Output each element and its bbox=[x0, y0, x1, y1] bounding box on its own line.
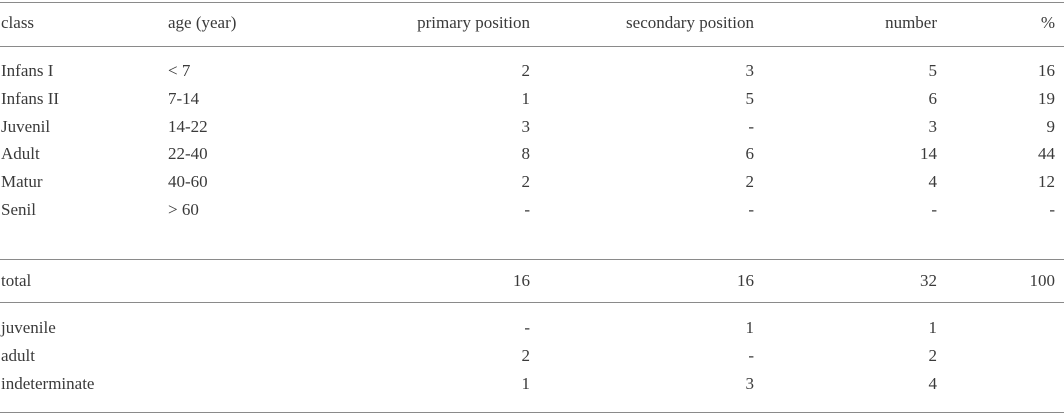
header-class: class bbox=[1, 13, 35, 32]
table-row bbox=[0, 372, 1064, 396]
table-row bbox=[0, 344, 1064, 368]
cell-secondary: 2 bbox=[745, 172, 754, 191]
cell-age: 22-40 bbox=[168, 144, 208, 163]
cell-secondary: 1 bbox=[745, 318, 754, 337]
cell-secondary: 16 bbox=[737, 271, 754, 290]
cell-class: indeterminate bbox=[1, 374, 95, 393]
table-row bbox=[0, 170, 1064, 194]
total-rule bbox=[0, 302, 1064, 303]
cell-primary: - bbox=[524, 200, 530, 219]
cell-primary: - bbox=[524, 318, 530, 337]
cell-primary: 8 bbox=[521, 144, 530, 163]
cell-primary: 2 bbox=[521, 172, 530, 191]
cell-number: 4 bbox=[928, 374, 937, 393]
cell-age: 7-14 bbox=[168, 89, 200, 108]
cell-number: 2 bbox=[928, 346, 937, 365]
cell-secondary: 3 bbox=[745, 374, 754, 393]
cell-percent: 9 bbox=[1046, 117, 1055, 136]
cell-class: Juvenil bbox=[1, 117, 51, 136]
cell-class: Infans II bbox=[1, 89, 60, 108]
header-age: age (year) bbox=[168, 13, 237, 32]
cell-number: 6 bbox=[928, 89, 937, 108]
cell-class: Senil bbox=[1, 200, 36, 219]
cell-primary: 16 bbox=[513, 271, 530, 290]
cell-percent: 19 bbox=[1038, 89, 1055, 108]
cell-secondary: - bbox=[748, 117, 754, 136]
cell-percent: 44 bbox=[1038, 144, 1055, 163]
cell-secondary: - bbox=[748, 346, 754, 365]
cell-secondary: 3 bbox=[745, 61, 754, 80]
bottom-rule bbox=[0, 412, 1064, 413]
cell-secondary: - bbox=[748, 200, 754, 219]
cell-age: > 60 bbox=[168, 200, 199, 219]
header-percent: % bbox=[1040, 13, 1055, 32]
header-number: number bbox=[885, 13, 937, 32]
cell-primary: 2 bbox=[521, 61, 530, 80]
cell-class: adult bbox=[1, 346, 35, 365]
cell-class: juvenile bbox=[1, 318, 56, 337]
table-row bbox=[0, 142, 1064, 166]
cell-number: 3 bbox=[928, 117, 937, 136]
cell-class: Adult bbox=[1, 144, 40, 163]
cell-percent: - bbox=[1049, 200, 1055, 219]
cell-number: 5 bbox=[928, 61, 937, 80]
cell-number: 1 bbox=[928, 318, 937, 337]
cell-secondary: 6 bbox=[745, 144, 754, 163]
total-row bbox=[0, 269, 1064, 293]
table-row bbox=[0, 87, 1064, 111]
cell-class: Matur bbox=[1, 172, 43, 191]
cell-number: 14 bbox=[920, 144, 937, 163]
header-row bbox=[0, 11, 1064, 35]
table-row bbox=[0, 198, 1064, 222]
cell-secondary: 5 bbox=[745, 89, 754, 108]
header-secondary-position: secondary position bbox=[626, 13, 754, 32]
body-rule bbox=[0, 259, 1064, 260]
cell-age: 14-22 bbox=[168, 117, 208, 136]
header-rule bbox=[0, 46, 1064, 47]
cell-number: - bbox=[931, 200, 937, 219]
cell-number: 32 bbox=[920, 271, 937, 290]
cell-number: 4 bbox=[928, 172, 937, 191]
cell-primary: 1 bbox=[521, 374, 530, 393]
cell-primary: 3 bbox=[521, 117, 530, 136]
cell-percent: 12 bbox=[1038, 172, 1055, 191]
top-rule bbox=[0, 2, 1064, 3]
cell-percent: 100 bbox=[1029, 271, 1055, 290]
cell-age: 40-60 bbox=[168, 172, 208, 191]
cell-primary: 1 bbox=[521, 89, 530, 108]
cell-primary: 2 bbox=[521, 346, 530, 365]
header-primary-position: primary position bbox=[417, 13, 530, 32]
cell-percent: 16 bbox=[1038, 61, 1055, 80]
cell-class: total bbox=[1, 271, 32, 290]
table-row bbox=[0, 316, 1064, 340]
table-row bbox=[0, 59, 1064, 83]
table-row bbox=[0, 115, 1064, 139]
cell-age: < 7 bbox=[168, 61, 191, 80]
cell-class: Infans I bbox=[1, 61, 54, 80]
